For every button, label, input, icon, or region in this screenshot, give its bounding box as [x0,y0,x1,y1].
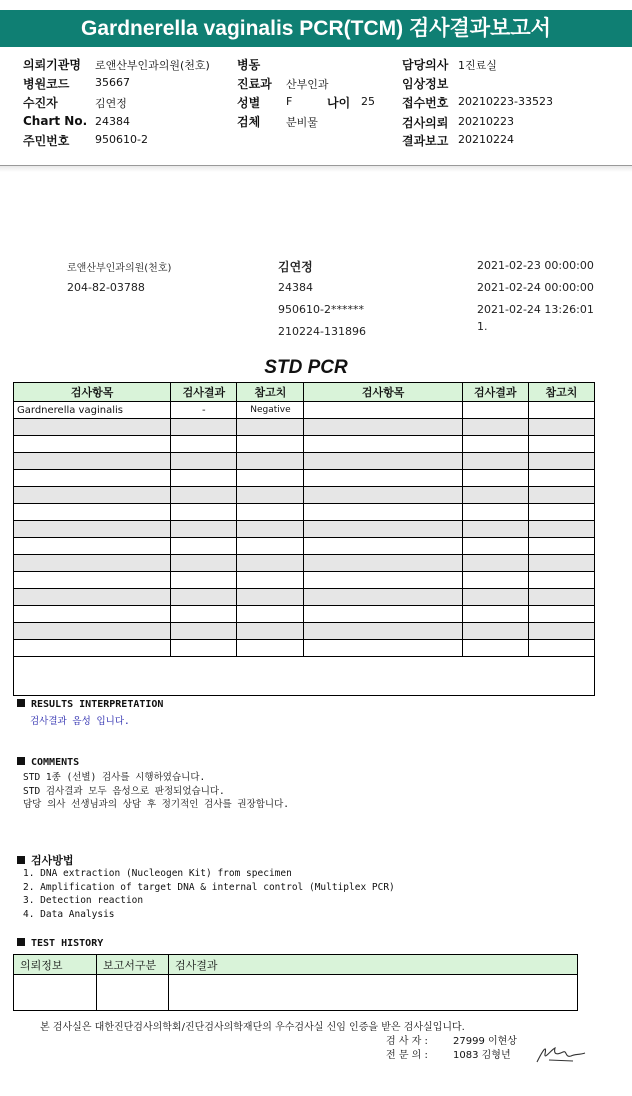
cell-result: - [171,402,237,419]
col-result-2: 검사결과 [462,383,528,402]
square-bullet-icon [17,699,25,707]
value-department: 산부인과 [286,78,329,91]
col-test-item-2: 검사항목 [304,383,462,402]
info-clinic-no: 204-82-03788 [67,281,145,294]
value-report-date: 20210224 [458,133,514,146]
col-report-type: 보고서구분 [97,955,169,975]
signature-icon [533,1040,587,1066]
comment-line: 담당 의사 선생님과의 상담 후 정기적인 검사를 권장합니다. [23,799,290,810]
value-doctor: 1진료실 [458,59,497,72]
info-date1: 2021-02-23 00:00:00 [477,259,594,272]
label-chart: Chart No. [23,114,88,128]
table-row [14,436,595,453]
label-request-date: 검사의뢰 [402,116,449,130]
label-receipt-no: 접수번호 [402,96,449,110]
tester-value: 27999 이현상 [453,1036,517,1047]
value-ssn: 950610-2 [95,133,148,146]
method-line: 1. DNA extraction (Nucleogen Kit) from specimen [23,868,292,879]
table-row [14,521,595,538]
cell-empty [528,402,594,419]
value-receipt-no: 20210223-33523 [458,95,553,108]
specialist-value: 1083 김형년 [453,1050,511,1061]
col-result: 검사결과 [171,383,237,402]
cell-reference: Negative [237,402,304,419]
square-bullet-icon [17,856,25,864]
method-line: 4. Data Analysis [23,908,115,920]
table-row [14,589,595,606]
label-patient: 수진자 [23,96,58,110]
col-reference-2: 참고치 [528,383,594,402]
col-request-info: 의뢰정보 [14,955,97,975]
label-ssn: 주민번호 [23,134,70,148]
table-row [14,538,595,555]
results-table [13,382,595,696]
label-specimen: 검체 [237,115,261,129]
cell-test-item: Gardnerella vaginalis [14,402,171,419]
square-bullet-icon [17,938,25,946]
comments-text [23,771,289,812]
table-row [14,402,595,419]
col-reference: 참고치 [237,383,304,402]
label-department: 진료과 [237,77,272,91]
table-row [14,470,595,487]
report-title: Gardnerella vaginalis PCR(TCM) 검사결과보고서 [0,10,632,47]
col-test-result: 검사결과 [169,955,578,975]
table-row [14,555,595,572]
history-header-row [14,955,578,975]
label-clinical-info: 임상정보 [402,77,449,91]
method-line: 2. Amplification of target DNA & internal control (Multiplex PCR) [23,881,395,893]
value-clinic: 로앤산부인과의원(천호) [95,59,210,72]
table-footer-row [14,657,595,696]
comments-heading: COMMENTS [17,757,79,768]
label-clinic: 의뢰기관명 [23,58,81,72]
value-age: 25 [361,95,375,108]
table-row [14,487,595,504]
info-receipt: 210224-131896 [278,325,366,338]
info-date2: 2021-02-24 00:00:00 [477,281,594,294]
results-heading: RESULTS INTERPRETATION [17,699,163,710]
label-sex: 성별 [237,96,261,110]
certification-note: 본 검사실은 대한진단검사의학회/진단검사의학재단의 우수검사실 신임 인증을 받은 검사실입니다. [40,1022,465,1033]
info-chart: 24384 [278,281,313,294]
info-ssn: 950610-2****** [278,303,364,316]
cell-empty [462,402,528,419]
history-row [14,975,578,1011]
specialist-label: 전 문 의 : [386,1050,428,1061]
square-bullet-icon [17,757,25,765]
history-table [13,954,578,1011]
label-hospital-code: 병원코드 [23,77,70,91]
value-sex: F [286,95,293,108]
value-patient: 김연정 [95,97,127,110]
method-heading: 검사방법 [17,852,74,868]
history-heading: TEST HISTORY [17,938,103,949]
table-row [14,606,595,623]
std-pcr-title: STD PCR [264,357,348,378]
comment-line: STD 검사결과 모두 음성으로 판정되었습니다. [23,785,225,797]
table-header-row [14,383,595,402]
cell-empty [304,402,462,419]
comment-line: STD 1종 (선별) 검사를 시행하였습니다. [23,772,206,783]
info-date3: 2021-02-24 13:26:01 [477,303,594,316]
table-row [14,640,595,657]
info-clinic: 로앤산부인과의원(천호) [67,263,172,274]
table-row [14,419,595,436]
table-row [14,453,595,470]
patient-header [0,56,632,164]
table-row [14,623,595,640]
value-request-date: 20210223 [458,115,514,128]
value-hospital-code: 35667 [95,76,130,89]
label-doctor: 담당의사 [402,58,449,72]
value-chart: 24384 [95,115,130,128]
label-report-date: 결과보고 [402,134,449,148]
label-ward: 병동 [237,58,261,72]
value-specimen: 분비물 [286,116,318,129]
header-shadow [0,166,632,172]
label-age: 나이 [327,96,351,110]
method-line: 3. Detection reaction [23,895,144,906]
method-text [23,867,395,921]
tester-label: 검 사 자 : [386,1036,428,1047]
table-row [14,572,595,589]
info-date3-tail: 1. [477,320,488,333]
results-text: 검사결과 음성 입니다. [30,716,130,727]
table-row [14,504,595,521]
info-name: 김연정 [278,260,313,274]
col-test-item: 검사항목 [14,383,171,402]
